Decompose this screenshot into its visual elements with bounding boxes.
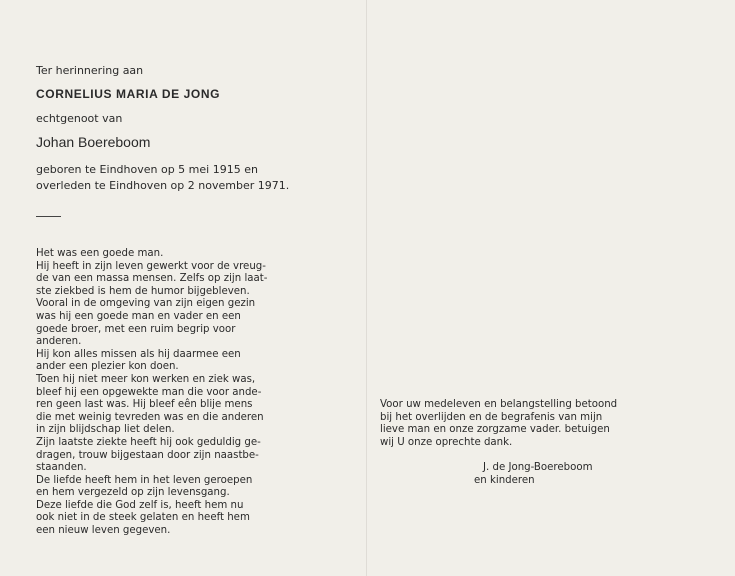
intro-text: Ter herinnering aan: [36, 64, 144, 77]
text-line: staanden.: [36, 462, 87, 474]
text-line: en hem vergezeld op zijn levensgang.: [36, 487, 230, 499]
text-line: Vooral in de omgeving van zijn eigen gezin: [36, 298, 256, 310]
text-line: De liefde heeft hem in het leven geroepen: [36, 474, 253, 486]
text-line: lieve man en onze zorgzame vader. betuigen: [380, 424, 610, 436]
text-line: Toen hij niet meer kon werken en ziek was,: [36, 373, 256, 385]
signature-name: J. de Jong-Boereboom: [483, 462, 593, 473]
text-line: Voor uw medeleven en belangstelling betoond: [380, 399, 618, 410]
text-line: Deze liefde die God zelf is, heeft hem nu: [36, 499, 244, 511]
text-line: ook niet in de steek gelaten en heeft hem: [36, 512, 250, 524]
left-panel: [36, 62, 336, 217]
divider: [36, 216, 61, 217]
text-line: ander een plezier kon doen.: [36, 361, 179, 373]
card-fold: [366, 0, 368, 576]
text-line: bij het overlijden en de begrafenis van mijn: [380, 411, 603, 423]
text-line: een nieuw leven gegeven.: [36, 525, 171, 537]
birth-line: geboren te Eindhoven op 5 mei 1915 en: [36, 163, 258, 176]
text-line: wij U onze oprechte dank.: [380, 436, 513, 448]
text-line: de van een massa mensen. Zelfs op zijn laat-: [36, 273, 268, 285]
text-line: ren geen last was. Hij bleef eên blije mens: [36, 399, 253, 411]
text-line: was hij een goede man en vader en een: [36, 310, 241, 322]
spouse-label: echtgenoot van: [36, 112, 123, 125]
life-dates: [36, 162, 336, 194]
thanks-text: [380, 399, 710, 449]
text-line: Zijn laatste ziekte heeft hij ook geduldig ge-: [36, 436, 261, 448]
death-line: overleden te Eindhoven op 2 november 1971.: [36, 179, 290, 192]
text-line: Hij kon alles missen als hij daarmee een: [36, 348, 241, 360]
memorial-text: [36, 248, 318, 538]
text-line: goede broer, met een ruim begrip voor: [36, 323, 236, 335]
spouse-name: Johan Boereboom: [36, 134, 151, 150]
signature-family: en kinderen: [474, 474, 535, 486]
text-line: die met weinig tevreden was en die anderen: [36, 411, 264, 423]
text-line: dragen, trouw bijgestaan door zijn naastbe-: [36, 449, 259, 461]
text-line: bleef hij een opgewekte man die voor ande-: [36, 386, 262, 398]
signature: [474, 462, 593, 487]
deceased-name: CORNELIUS MARIA DE JONG: [36, 87, 221, 101]
text-line: in zijn blijdschap liet delen.: [36, 424, 175, 436]
text-line: anderen.: [36, 336, 82, 348]
text-line: ste ziekbed is hem de humor bijgebleven.: [36, 285, 250, 297]
text-line: Het was een goede man.: [36, 248, 164, 259]
text-line: Hij heeft in zijn leven gewerkt voor de vreug-: [36, 260, 266, 272]
